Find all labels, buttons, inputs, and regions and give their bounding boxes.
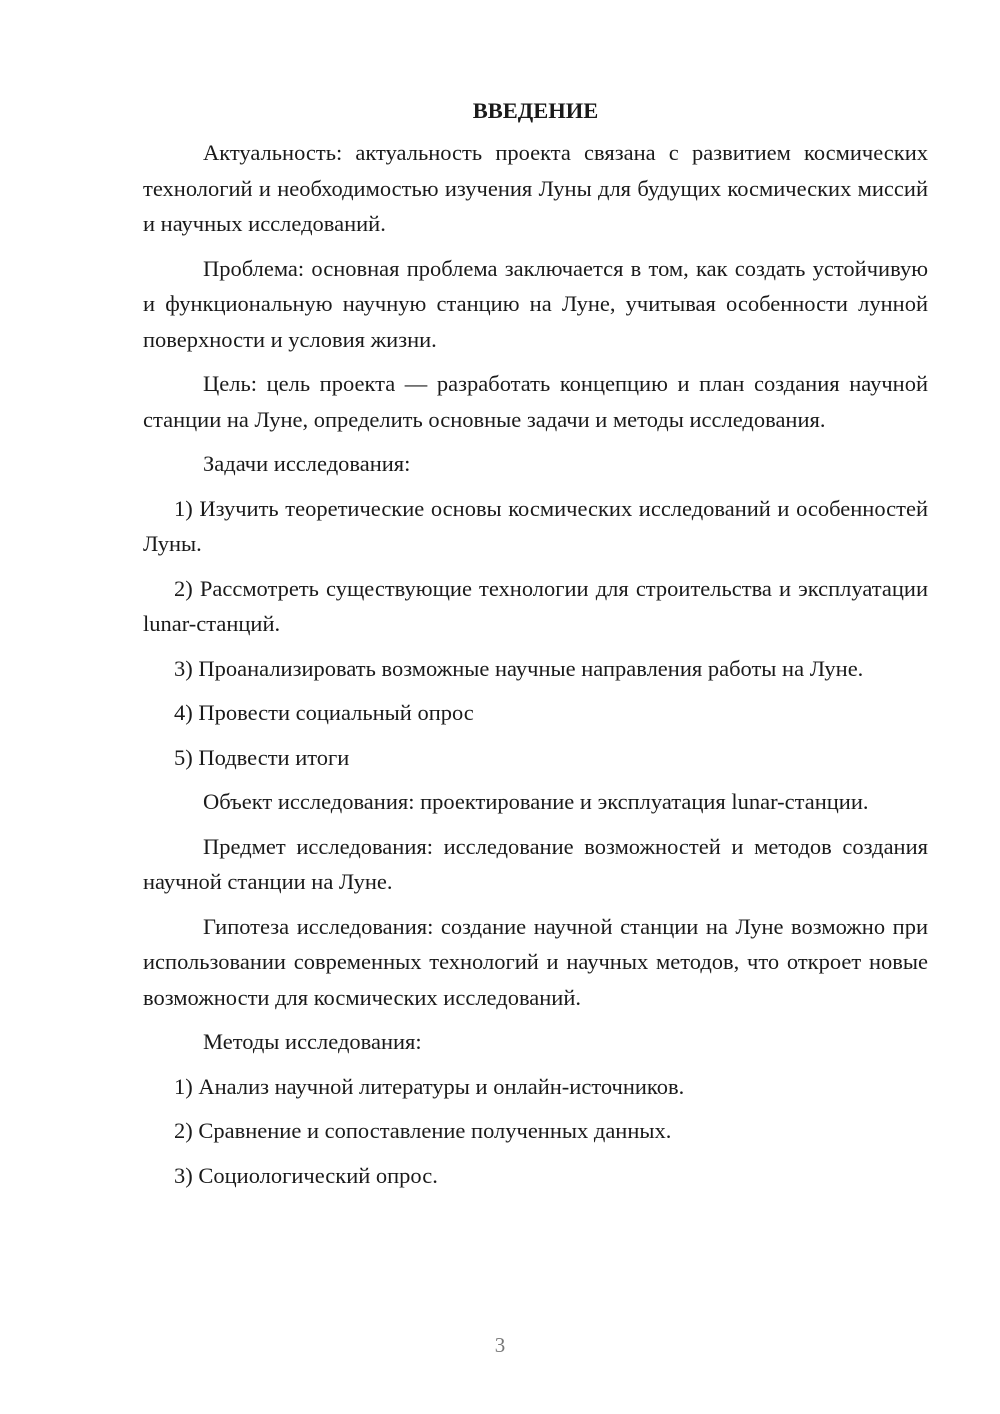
task-item: 4) Провести социальный опрос — [174, 700, 474, 725]
tasks-label: Задачи исследования: — [203, 451, 411, 476]
task-item: 2) Рассмотреть существующие технологии для строительства и эксплуатации lunar-станций. — [143, 575, 928, 636]
object-paragraph: Объект исследования: проектирование и эксплуатация lunar-станции. — [203, 789, 869, 814]
goal-paragraph: Цель: цель проекта — разработать концепцию и план создания научной станции на Луне, определить основные задачи и методы исследования. — [143, 371, 928, 432]
subject-paragraph: Предмет исследования: исследование возможностей и методов создания научной станции на Луне. — [143, 833, 928, 894]
task-item: 5) Подвести итоги — [174, 744, 350, 770]
method-item: 3) Социологический опрос. — [174, 1162, 438, 1188]
section-heading: ВВЕДЕНИЕ — [472, 98, 599, 123]
methods-label: Методы исследования: — [203, 1029, 422, 1054]
hypothesis-paragraph: Гипотеза исследования: создание научной станции на Луне возможно при использовании современных технологий и научных методов, что откроет новые возможности для космических исследований. — [143, 913, 928, 1010]
page-number: 3 — [494, 1333, 506, 1357]
method-item: 1) Анализ научной литературы и онлайн-источников. — [174, 1073, 685, 1099]
page-content — [143, 96, 928, 1202]
problem-paragraph: Проблема: основная проблема заключается в том, как создать устойчивую и функциональную научную станцию на Луне, учитывая особенности лунной поверхности и условия жизни. — [143, 255, 928, 352]
method-item: 2) Сравнение и сопоставление полученных данных. — [174, 1118, 672, 1143]
task-item: 1) Изучить теоретические основы космических исследований и особенностей Луны. — [143, 495, 928, 556]
relevance-paragraph: Актуальность: актуальность проекта связана с развитием космических технологий и необходимостью изучения Луны для будущих космических миссий и научных исследований. — [143, 140, 928, 236]
task-item: 3) Проанализировать возможные научные направления работы на Луне. — [174, 655, 864, 681]
